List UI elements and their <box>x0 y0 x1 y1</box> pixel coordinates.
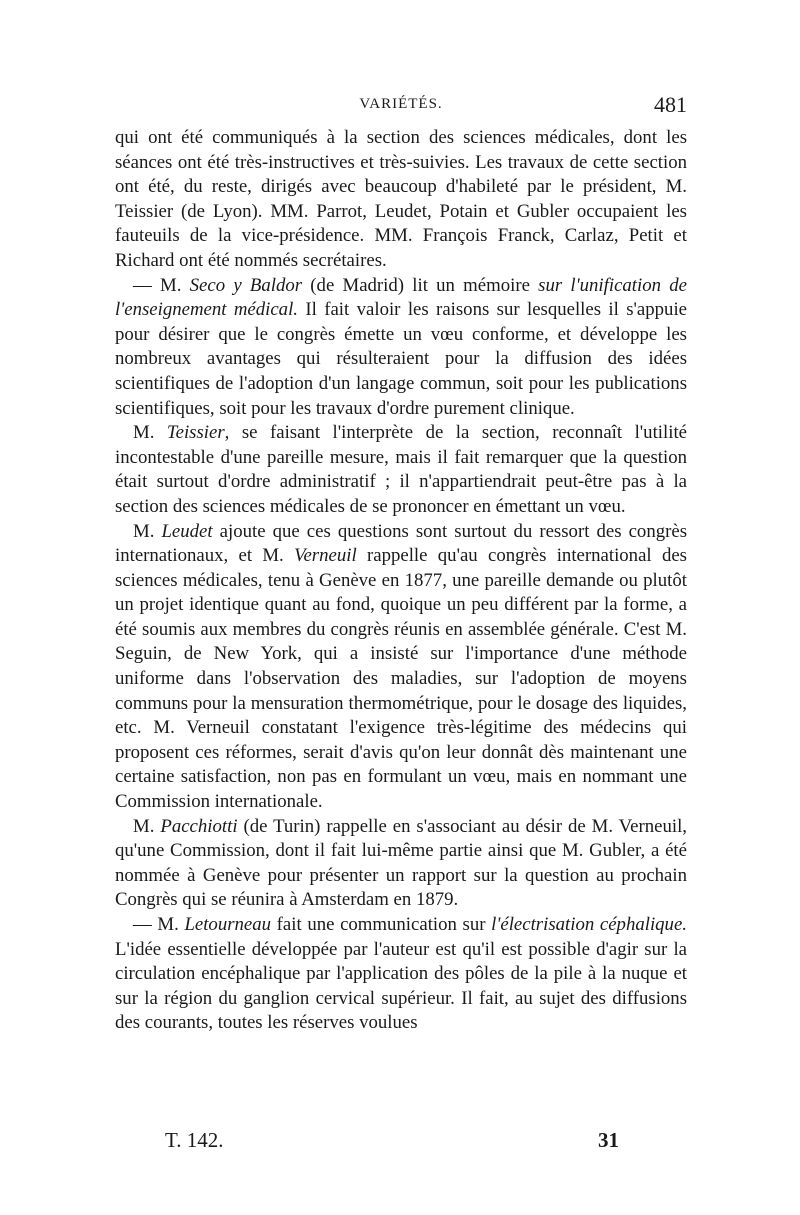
text-run: qui ont été communiqués à la section des sciences médicales, dont les séances ont été très-instructives et très-suivies. Les travaux de cette section ont été, du reste, dirigés avec beaucoup d'habileté par le président, M. Teissier (de Lyon). MM. Parrot, Leudet, Potain et Gubler occupaient les fauteuils de la vice-présidence. MM. François Franck, Carlaz, Petit et Richard ont été nommés secrétaires. <box>115 127 687 271</box>
text-run: fait une communication sur <box>271 914 492 935</box>
paragraph <box>115 274 687 422</box>
italic-text: Teissier <box>166 422 225 444</box>
paragraph <box>115 126 687 274</box>
text-run: M. <box>133 815 161 837</box>
text-run: — M. <box>133 914 185 935</box>
text-run: — M. <box>133 274 190 296</box>
page-number: 481 <box>654 92 687 117</box>
page-header <box>115 92 687 122</box>
italic-text: sur l'unification de l'enseignement médical. <box>115 274 687 321</box>
volume-signature: T. 142. <box>165 1128 224 1152</box>
italic-text: Pacchiotti <box>160 815 238 837</box>
text-run: , se faisant l'interprète de la section, reconnaît l'utilité incontestable d'une pareille mesure, mais il fait remarquer que la question était surtout d'ordre administratif ; il n'appartiendrait peut-être pas à la section des sciences médicales de se prononcer en émettant un vœu. <box>115 422 687 517</box>
paragraph <box>115 913 687 1036</box>
paragraph <box>115 520 687 815</box>
page-footer <box>115 1128 687 1158</box>
text-run: L'idée essentielle développée par l'auteur est qu'il est possible d'agir sur la circulation encéphalique par l'application des pôles de la pile à la nuque et sur la région du ganglion cervical supérieur. Il fait, au sujet des diffusions des courants, toutes les réserves voulues <box>115 938 687 1034</box>
paragraph <box>115 421 687 519</box>
page-body <box>115 126 687 1036</box>
signature-number: 31 <box>598 1128 619 1152</box>
text-run: ajoute que ces questions sont surtout du ressort des congrès internationaux, et M. <box>115 520 687 567</box>
running-title: VARIÉTÉS. <box>359 96 443 112</box>
italic-text: Verneuil <box>294 545 357 567</box>
italic-text: l'électrisation céphalique. <box>491 914 687 935</box>
italic-text: Leudet <box>161 520 213 542</box>
text-run: M. <box>133 520 162 542</box>
italic-text: Seco y Baldor <box>189 274 303 296</box>
text-run: (de Turin) rappelle en s'associant au désir de M. Verneuil, qu'une Commission, dont il fait lui-même partie ainsi que M. Gubler, a été nommée à Genève pour présenter un rapport sur la question au prochain Congrès qui se réunira à Amsterdam en 1879. <box>115 815 687 911</box>
text-run: (de Madrid) lit un mémoire <box>302 274 539 296</box>
italic-text: Letourneau <box>184 914 272 935</box>
text-run: rappelle qu'au congrès international des sciences médicales, tenu à Genève en 1877, une pareille demande ou plutôt un projet identique quant au fond, quoique un peu différent par la forme, a été soumis aux membres du congrès réunis en assemblée générale. C'est M. Seguin, de New York, qui a insisté sur l'importance d'une méthode uniforme dans l'observation des maladies, sur l'adoption de moyens communs pour la mensuration thermométrique, pour le dosage des liquides, etc. M. Verneuil constatant l'exigence très-légitime des médecins qui proposent ces réformes, serait d'avis qu'on leur donnât dès maintenant une certaine satisfaction, non pas en formulant un vœu, mais en nommant une Commission internationale. <box>115 545 687 813</box>
paragraph <box>115 815 687 913</box>
text-run: Il fait valoir les raisons sur lesquelles il s'appuie pour désirer que le congrès émette un vœu conforme, et développe les nombreux avantages qui résulteraient pour la diffusion des idées scientifiques de l'adoption d'un langage commun, soit pour les publications scientifiques, soit pour les travaux d'ordre purement clinique. <box>115 299 687 419</box>
text-run: M. <box>133 422 167 444</box>
